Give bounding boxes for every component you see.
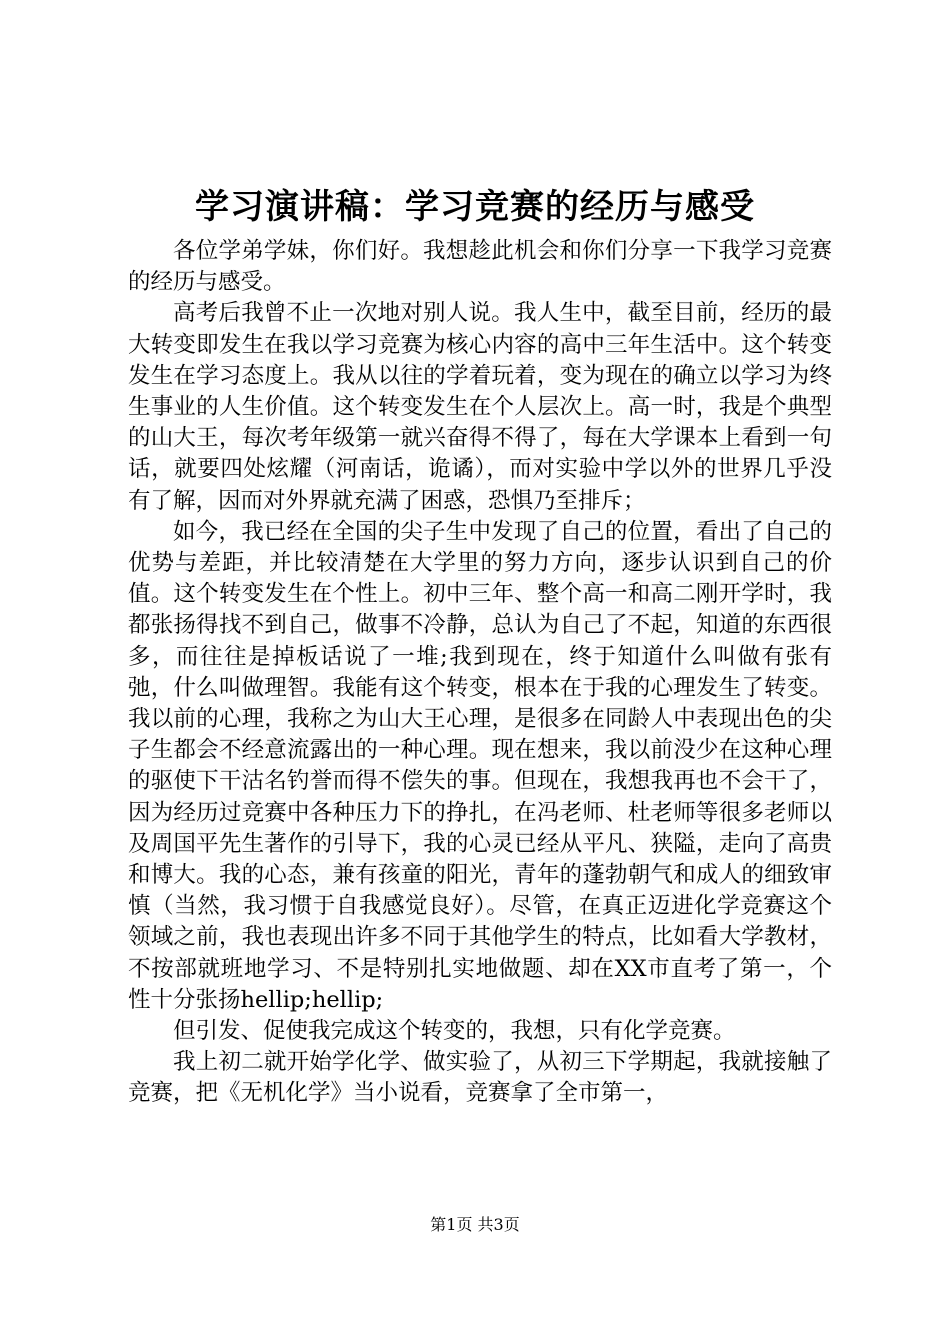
document-title: 学习演讲稿：学习竞赛的经历与感受 — [195, 187, 755, 227]
paragraph-chemistry-start: 我上初二就开始学化学、做实验了，从初三下学期起，我就接触了竞赛，把《无机化学》当小说看，竞赛拿了全市第一， — [128, 1049, 832, 1107]
document-body — [128, 236, 832, 1110]
paragraph-transformation: 高考后我曾不止一次地对别人说。我人生中，截至目前，经历的最大转变即发生在我以学习竞赛为核心内容的高中三年生活中。这个转变发生在学习态度上。我从以往的学着玩着，变为现在的确立以学习为终生事业的人生价值。这个转变发生在个人层次上。高一时，我是个典型的山大王，每次考年级第一就兴奋得不得了，每在大学课本上看到一句话，就要四处炫耀（河南话，诡谲），而对实验中学以外的世界几乎没有了解，因而对外界就充满了困惑，恐惧乃至排斥； — [128, 300, 832, 514]
paragraph-greeting: 各位学弟学妹，你们好。我想趁此机会和你们分享一下我学习竞赛的经历与感受。 — [128, 238, 832, 296]
paragraph-cause: 但引发、促使我完成这个转变的，我想，只有化学竞赛。 — [173, 1018, 736, 1045]
paragraph-present: 如今，我已经在全国的尖子生中发现了自己的位置，看出了自己的优势与差距，并比较清楚在大学里的努力方向，逐步认识到自己的价值。这个转变发生在个性上。初中三年、整个高一和高二刚开学时，我都张扬得找不到自己，做事不冷静，总认为自己了不起，知道的东西很多，而往往是掉板话说了一堆;我到现在，终于知道什么叫做有张有弛，什么叫做理智。我能有这个转变，根本在于我的心理发生了转变。我以前的心理，我称之为山大王心理，是很多在同龄人中表现出色的尖子生都会不经意流露出的一种心理。现在想来，我以前没少在这种心理的驱使下干沽名钓誉而得不偿失的事。但现在，我想我再也不会干了，因为经历过竞赛中各种压力下的挣扎，在冯老师、杜老师等很多老师以及周国平先生著作的引导下，我的心灵已经从平凡、狭隘，走向了高贵和博大。我的心态，兼有孩童的阳光，青年的蓬勃朝气和成人的细致审慎（当然，我习惯于自我感觉良好）。尽管，在真正迈进化学竞赛这个领域之前，我也表现出许多不同于其他学生的特点，比如看大学教材，不按部就班地学习、不是特别扎实地做题、却在XX市直考了第一，个性十分张扬hellip;hellip; — [128, 518, 832, 1013]
page-number-footer: 第1页 共3页 — [430, 1215, 520, 1234]
